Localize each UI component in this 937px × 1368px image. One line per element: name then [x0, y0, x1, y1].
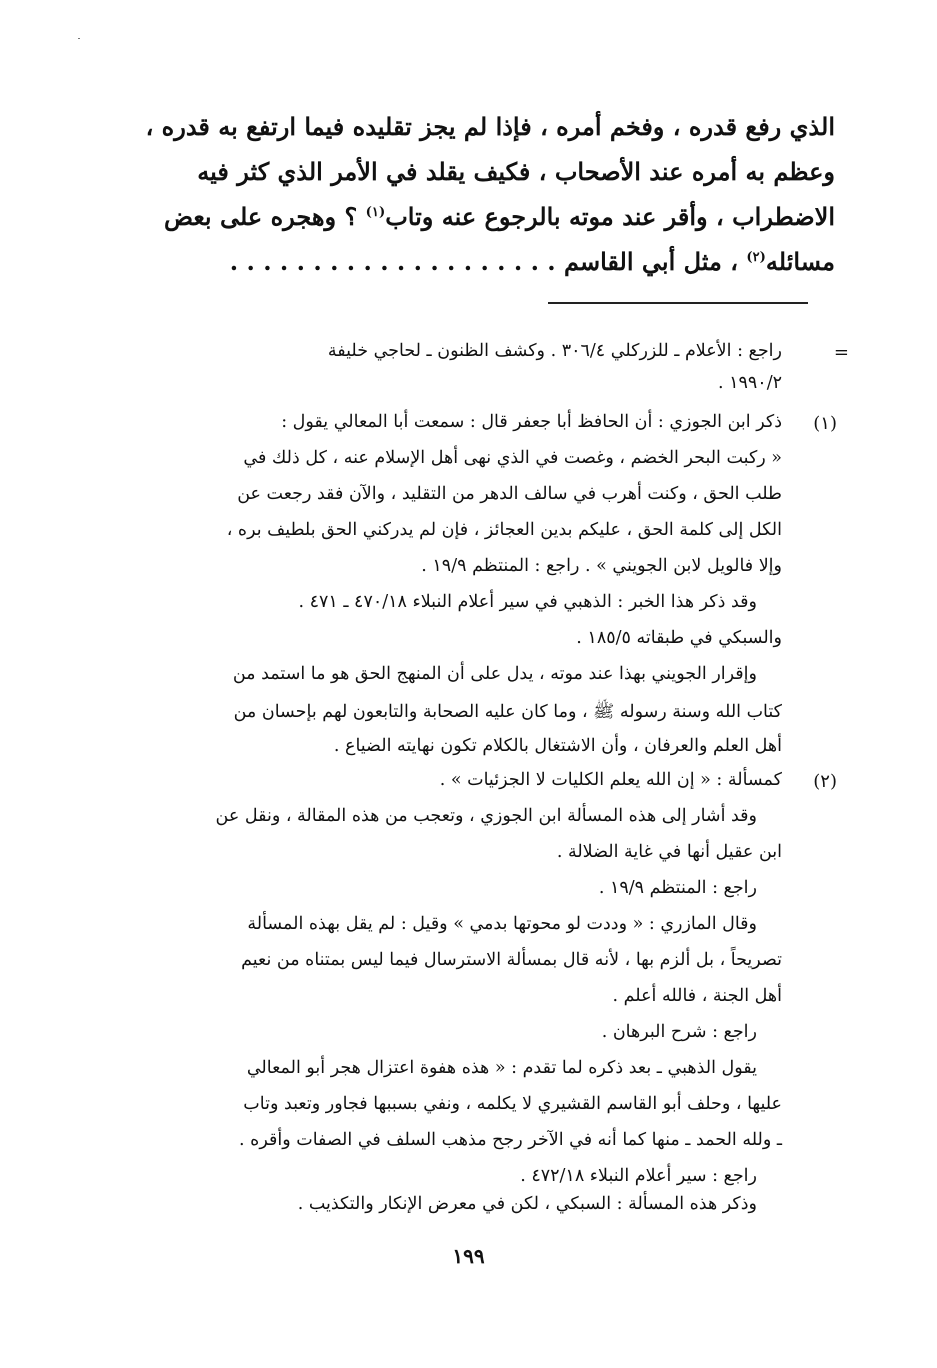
footnote-line: راجع : شرح البرهان .: [601, 1022, 757, 1042]
footnote-line: وقد أشار إلى هذه المسألة ابن الجوزي ، وتعجب من هذه المقالة ، ونقل عن: [215, 806, 757, 826]
footnote-line: « ركبت البحر الخضم ، وغصت في الذي نهى أهل الإسلام عنه ، كل ذلك في: [243, 448, 782, 468]
footnote-line: تصريحاً ، بل ألزم بها ، لأنه قال بمسألة الاسترسال فيما ليس بمتناه من نعيم: [241, 950, 782, 970]
footnote-line: وقال المازري : « وددت لو محوتها بدمي » وقيل : لم يقل بهذه المسألة: [247, 914, 757, 934]
footnote-line: وذكر هذه المسألة : السبكي ، لكن في معرض الإنكار والتكذيب .: [297, 1194, 757, 1214]
footnote-line: ـ ولله الحمد ـ منها كما أنه في الآخر رجح مذهب السلف في الصفات وأقره .: [239, 1130, 782, 1150]
footnote-line: كتاب الله وسنة رسوله ﷺ ، وما كان عليه الصحابة والتابعون لهم بإحسان من: [233, 702, 782, 722]
footnote-line: عليها ، وحلف أبو القاسم القشيري لا يكلمه ، ونفي بسببها فجاور وتعبد وتاب: [243, 1094, 782, 1114]
footnote-separator: [548, 302, 808, 304]
footnote-line: راجع : المنتظم ١٩/٩ .: [598, 878, 757, 898]
footnote-marker: (٢): [813, 771, 837, 792]
footnote-line: راجع : الأعلام ـ للزركلي ٣٠٦/٤ . وكشف الظنون ـ لحاجي خليفة: [327, 341, 782, 361]
footnote-marker: (١): [813, 413, 837, 434]
main-text-line: الاضطراب ، وأقر عند موته بالرجوع عنه وتاب$^{(١)}$ ؟ وهجره على بعض: [163, 202, 835, 231]
page-number: ١٩٩: [452, 1244, 485, 1268]
main-text-line: وعظم به أمره عند الأصحاب ، فكيف يقلد في الأمر الذي كثر فيه: [197, 157, 835, 186]
footnote-line: وإقرار الجويني بهذا عند موته ، يدل على أن المنهج الحق هو ما استمد من: [232, 664, 757, 684]
footnote-line: ابن عقيل أنها في غاية الضلالة .: [556, 842, 782, 862]
footnote-line: ١٩٩٠/٢ .: [717, 373, 782, 393]
main-text-line: مسائله$^{(٢)}$ ، مثل أبي القاسم . . . . . . . . . . . . . . . . . . . .: [229, 247, 835, 276]
footnote-line: أهل العلم والعرفان ، وأن الاشتغال بالكلام تكون نهايته الضياع .: [333, 736, 782, 756]
footnote-line: والسبكي في طبقاته ١٨٥/٥ .: [576, 628, 782, 648]
scan-speck: [78, 38, 80, 39]
footnote-line: يقول الذهبي ـ بعد ذكره لما تقدم : « هذه هفوة اعتزال هجر أبو المعالي: [246, 1058, 757, 1078]
footnote-line: وإلا فالويل لابن الجويني » . راجع : المنتظم ١٩/٩ .: [421, 556, 782, 576]
footnote-line: راجع : سير أعلام النبلاء ٤٧٢/١٨ .: [520, 1166, 757, 1186]
footnote-line: أهل الجنة ، فالله أعلم .: [612, 986, 782, 1006]
continuation-marker: =: [833, 342, 849, 363]
footnote-line: طلب الحق ، وكنت أهرب في سالف الدهر من التقليد ، والآن فقد رجعت عن: [237, 484, 782, 504]
footnote-line: الكل إلى كلمة الحق ، عليكم بدين العجائز ، فإن لم يدركني الحق بلطيف بره ،: [226, 520, 782, 540]
footnote-line: وقد ذكر هذا الخبر : الذهبي في سير أعلام النبلاء ٤٧٠/١٨ ـ ٤٧١ .: [298, 592, 757, 612]
footnote-line: كمسألة : « إن الله يعلم الكليات لا الجزئيات » .: [439, 770, 782, 790]
footnote-line: ذكر ابن الجوزي : أن الحافظ أبا جعفر قال : سمعت أبا المعالي يقول :: [281, 412, 782, 432]
main-text-line: الذي رفع قدره ، وفخم أمره ، فإذا لم يجز تقليده فيما ارتفع به قدره ،: [145, 112, 835, 141]
